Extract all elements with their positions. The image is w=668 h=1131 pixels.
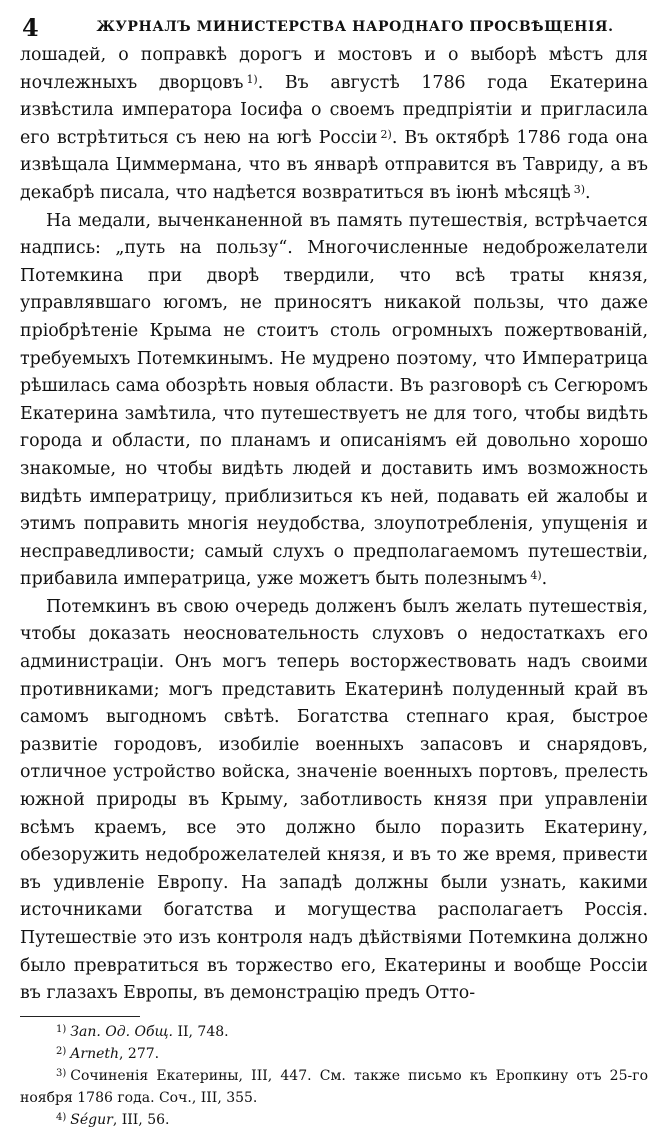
page-number: 4	[22, 13, 39, 42]
paragraph-text: Потемкинъ въ свою очередь долженъ былъ желать путешествія, чтобы доказать неосновательность слуховъ о недостаткахъ его администраціи. Онъ могъ теперь восторжествовать надъ своими противниками; могъ представить Екатеринѣ полуденный край въ самомъ выгодномъ свѣтѣ. Богатства степнаго края, быстрое развитіе городовъ, изобиліе военныхъ запасовъ и снарядовъ, отличное устройство войска, значеніе военныхъ портовъ, прелесть южной природы въ Крыму, заботливость князя при управленіи всѣмъ краемъ, все это должно было поразить Екатерину, обезоружить недоброжелателей князя, и въ то же время, привести въ удивленіе Европу. На западѣ должны были узнать, какими источниками богатства и могущества располагаетъ Россія. Путешествіе это изъ контроля надъ дѣйствіями Потемкина должно было превратиться въ торжество его, Екатерины и вообще Россіи въ глазахъ Европы, въ демонстрацію предъ Отто-	[20, 596, 648, 1004]
paragraph	[20, 594, 648, 1008]
page-header	[20, 12, 648, 42]
footnote-mark: 4)	[56, 1111, 67, 1123]
paragraph-text: .	[585, 182, 591, 203]
footnote-mark: 3)	[56, 1067, 67, 1079]
footnote-text: Сочиненія Екатерины, III, 447. См. также письмо къ Еропкину отъ 25-го ноября 1786 года. Соч., III, 355.	[20, 1067, 648, 1106]
paragraph	[20, 42, 648, 208]
footnote-text: II, 748.	[173, 1023, 229, 1040]
footnote	[20, 1043, 648, 1065]
footnote	[20, 1021, 648, 1043]
footnote-reference: 2)	[380, 127, 392, 141]
footnote-text: , III, 56.	[112, 1111, 170, 1128]
footnote	[20, 1065, 648, 1109]
footnote-divider	[20, 1016, 140, 1017]
footnote-reference: 4)	[530, 569, 542, 583]
main-text	[20, 42, 648, 1008]
footnote	[20, 1109, 648, 1131]
footnotes	[20, 1021, 648, 1131]
footnote-text: , 277.	[119, 1045, 160, 1062]
footnote-text: Arneth	[70, 1045, 120, 1062]
paragraph-text: . Въ августѣ 1786 года Екатерина извѣстила императора Іосифа о своемъ предпріятіи и пригласила его встрѣтиться съ нею на югѣ Россіи	[20, 72, 648, 148]
running-head: ЖУРНАЛЪ МИНИСТЕРСТВА НАРОДНАГО ПРОСВѢЩЕНІЯ.	[96, 19, 614, 35]
paragraph-text: .	[541, 569, 548, 590]
paragraph-text: На медали, выченканенной въ память путешествія, встрѣчается надпись: „путь на пользу“. Многочисленные недоброжелатели Потемкина при дворѣ твердили, что всѣ траты князя, управлявшаго югомъ, не приносятъ никакой пользы, что даже пріобрѣтеніе Крыма не стоитъ столь огромныхъ пожертвованій, требуемыхъ Потемкинымъ. Не мудрено поэтому, что Императрица рѣшилась сама обозрѣть новыя области. Въ разговорѣ съ Сегюромъ Екатерина замѣтила, что путешествуетъ не для того, чтобы видѣть города и области, по планамъ и описаніямъ ей довольно хорошо знакомые, но чтобы видѣть людей и доставить имъ возможность видѣть императрицу, приблизиться къ ней, подавать ей жалобы и этимъ поправить многія неудобства, злоупотребленія, упущенія и несправедливости; самый слухъ о предполагаемомъ путешествіи, прибавила императрица, уже можетъ быть полезнымъ	[20, 210, 648, 590]
paragraph-text: лошадей, о поправкѣ дорогъ и мостовъ и о выборѣ мѣстъ для ночлежныхъ дворцовъ	[20, 45, 648, 93]
footnote-text: Зап. Од. Общ.	[70, 1023, 173, 1040]
footnote-text: Ségur	[70, 1111, 113, 1128]
footnote-reference: 3)	[573, 182, 585, 196]
footnote-mark: 2)	[56, 1045, 67, 1057]
footnote-reference: 1)	[246, 72, 258, 86]
footnote-mark: 1)	[56, 1023, 67, 1035]
paragraph-text: . Въ октябрѣ 1786 года она извѣщала Циммермана, что въ январѣ отправится въ Тавриду, а въ декабрѣ писала, что надѣется возвратиться въ іюнѣ мѣсяцѣ	[20, 127, 648, 203]
paragraph	[20, 208, 648, 594]
